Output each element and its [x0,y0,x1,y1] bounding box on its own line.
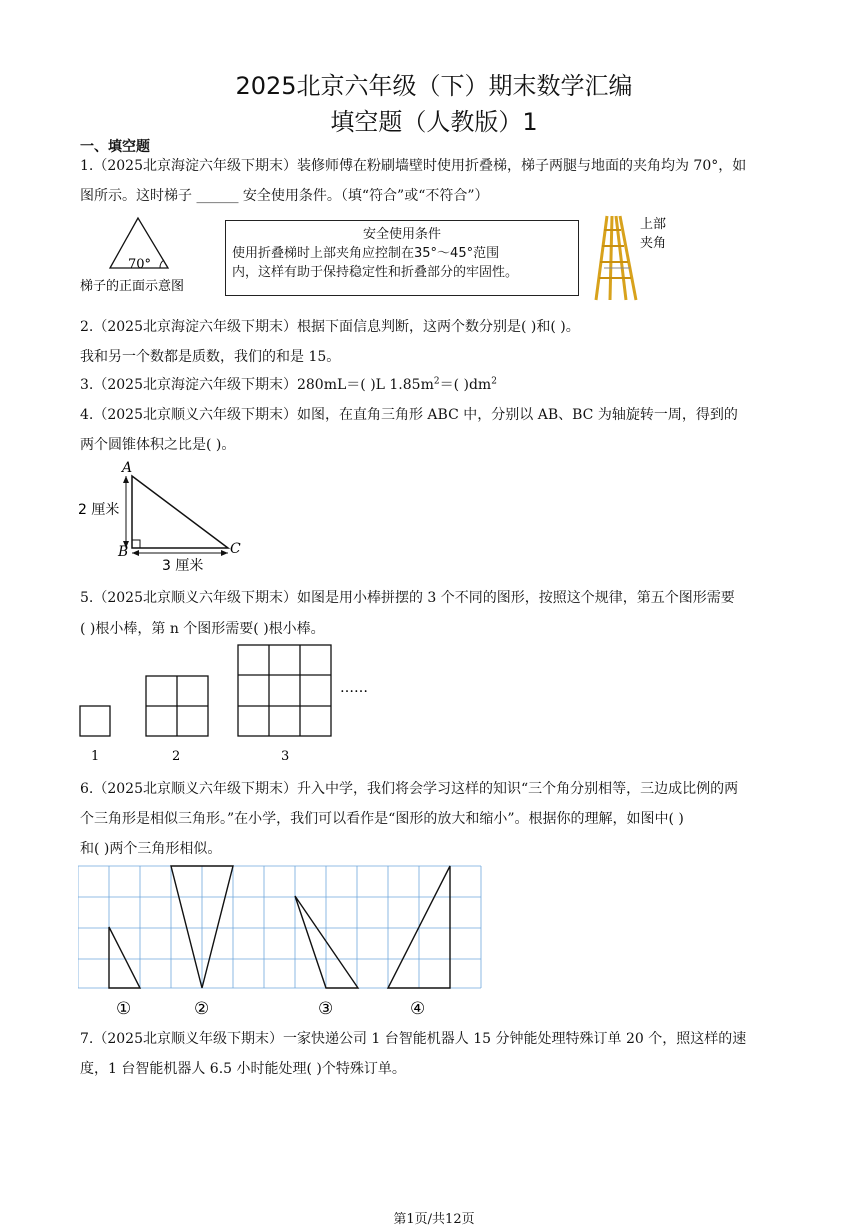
q2-line2: 我和另一个数都是质数，我们的和是 15。 [80,349,341,365]
q5-line1: 5.（2025北京顺义六年级下期末）如图是用小棒拼摆的 3 个不同的图形，按照这个规律，第五个图形需要 [80,590,735,606]
ladder-label-top: 上部 [640,217,667,232]
q3-sup2: 2 [491,376,497,387]
diagram-caption: 梯子的正面示意图 [80,279,185,294]
triangle-3-label: ③ [318,999,334,1019]
q7-line1: 7.（2025北京顺义年级下期末）一家快递公司 1 台智能机器人 15 分钟能处理特殊订单 20 个，照这样的速 [80,1031,747,1047]
vertex-b-label: B [118,544,129,560]
q3-text: 3.（2025北京海淀六年级下期末）280mL＝( )L 1.85m [80,377,434,393]
figure-3-grid [238,645,331,736]
figure-1-label: 1 [91,749,100,764]
q6-line3: 和( )两个三角形相似。 [80,841,222,857]
q5-line2: ( )根小棒，第 n 个图形需要( )根小棒。 [80,621,325,637]
stick-pattern-figures [78,642,378,766]
figure-2-label: 2 [172,749,181,764]
q4-line2: 两个圆锥体积之比是( )。 [80,437,236,453]
box-title: 安全使用条件 [362,227,441,242]
ladder-image [590,212,680,304]
figure-2-grid [146,676,208,736]
side-bc-label: 3 厘米 [162,558,204,574]
q1-line1: 1.（2025北京海淀六年级下期末）装修师傅在粉刷墙壁时使用折叠梯，梯子两腿与地面的夹角均为 70°，如 [80,158,747,174]
triangle-1 [109,927,140,988]
page-footer: 第1页/共12页 [393,1212,475,1227]
similar-triangles-grid [78,864,488,1020]
angle-label: 70° [128,257,152,272]
safety-conditions-box [225,220,579,296]
q1-line2: 图所示。这时梯子 ______ 安全使用条件。（填“符合”或“不符合”） [80,188,489,204]
q6-line1: 6.（2025北京顺义六年级下期末）升入中学，我们将会学习这样的知识“三个角分别相等，三边成比例的两 [80,781,739,797]
triangle-4-label: ④ [410,999,426,1019]
figure-1-square [80,706,110,736]
q3-sup1: 2 [433,376,440,387]
ladder-front-diagram [80,212,210,294]
q2-line1: 2.（2025北京海淀六年级下期末）根据下面信息判断，这两个数分别是( )和( )。 [80,319,580,335]
q4-line1: 4.（2025北京顺义六年级下期末）如图，在直角三角形 ABC 中，分别以 AB、BC 为轴旋转一周，得到的 [80,407,738,423]
right-triangle-abc [78,458,248,574]
vertex-a-label: A [122,460,133,476]
q7-line2: 度，1 台智能机器人 6.5 小时能处理( )个特殊订单。 [80,1061,406,1077]
page-subtitle: 填空题（人教版）1 [330,108,538,136]
q6-line2: 个三角形是相似三角形。”在小学，我们可以看作是“图形的放大和缩小”。根据你的理解，如图中( ) [80,811,684,827]
section-title: 一、填空题 [80,139,150,155]
triangle-3 [295,896,358,988]
triangle-1-label: ① [116,999,132,1019]
box-line2: 内，这样有助于保持稳定性和折叠部分的牢固性。 [232,265,519,280]
page-title: 2025北京六年级（下）期末数学汇编 [235,72,633,100]
vertex-c-label: C [230,541,241,557]
box-line1: 使用折叠梯时上部夹角应控制在35°～45°范围 [232,246,500,261]
ladder-label-angle: 夹角 [640,236,667,251]
figure-3-label: 3 [281,749,290,764]
q3-line [80,374,497,394]
triangle-2-label: ② [194,999,210,1019]
grid-lines [78,866,481,988]
side-ab-label: 2 厘米 [78,502,120,518]
pattern-ellipsis: …… [340,680,368,696]
q3-text2: ＝( )dm [439,377,492,393]
